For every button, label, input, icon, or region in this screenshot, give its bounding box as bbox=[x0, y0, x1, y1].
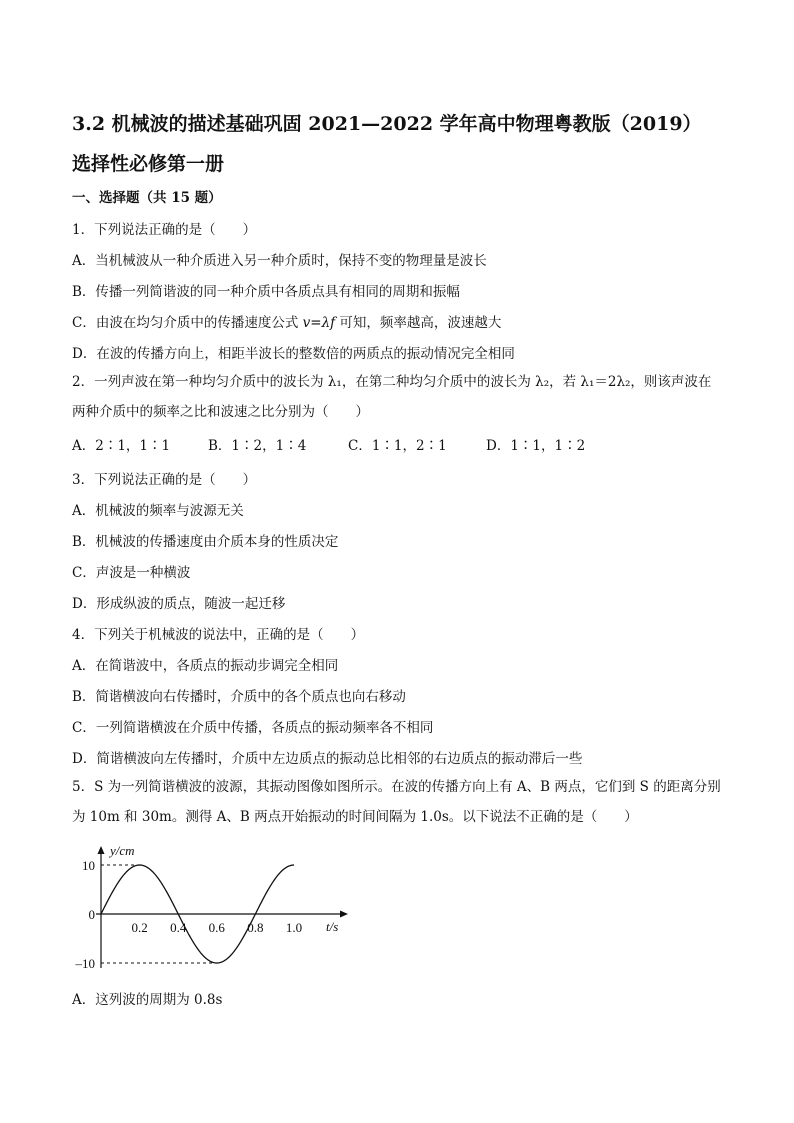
y-axis-label: y/cm bbox=[110, 843, 135, 858]
q1-option-a: A．当机械波从一种介质进入另一种介质时，保持不变的物理量是波长 bbox=[72, 253, 487, 269]
q4-stem: 4．下列关于机械波的说法中，正确的是（ ） bbox=[72, 627, 365, 643]
q4-option-a: A．在简谐波中，各质点的振动步调完全相同 bbox=[72, 658, 339, 674]
q2-option-b: B．1∶2，1∶4 bbox=[208, 438, 307, 454]
q1-option-c: C．由波在均匀介质中的传播速度公式 v=λf 可知，频率越高，波速越大 bbox=[72, 315, 502, 331]
graph-axes bbox=[96, 843, 348, 968]
y-tick-label: –10 bbox=[75, 956, 95, 971]
q3-option-a: A．机械波的频率与波源无关 bbox=[72, 503, 244, 519]
x-tick-label: 1.0 bbox=[285, 920, 303, 935]
x-axis-arrow bbox=[340, 911, 348, 918]
q2-option-c: C．1∶1，2∶1 bbox=[348, 438, 447, 454]
x-tick-label: 0.2 bbox=[131, 920, 148, 935]
q2-option-a: A．2∶1，1∶1 bbox=[72, 438, 171, 454]
q1-stem: 1．下列说法正确的是（ ） bbox=[72, 222, 257, 238]
q4-option-d: D．简谐横波向左传播时，介质中左边质点的振动总比相邻的右边质点的振动滞后一些 bbox=[72, 751, 583, 767]
x-tick-label: 0.8 bbox=[247, 920, 264, 935]
q1-option-b: B．传播一列简谐波的同一种介质中各质点具有相同的周期和振幅 bbox=[72, 284, 460, 300]
x-axis-label: t/s bbox=[326, 919, 339, 934]
x-tick-label: 0.4 bbox=[170, 920, 187, 935]
q2-options bbox=[72, 434, 722, 454]
q4-option-b: B．简谐横波向右传播时，介质中的各个质点也向右移动 bbox=[72, 689, 406, 705]
y-tick-label: 0 bbox=[88, 907, 95, 922]
q3-option-c: C．声波是一种横波 bbox=[72, 565, 191, 581]
paper-title: 3.2 机械波的描述基础巩固 2021—2022 学年高中物理粤教版（2019） 选择性必修第一册 bbox=[72, 113, 702, 175]
q2-option-d: D．1∶1，1∶2 bbox=[486, 438, 586, 454]
velocity-formula: v=λf bbox=[302, 315, 336, 331]
section-heading: 一、选择题（共 15 题） bbox=[72, 190, 222, 206]
y-axis-arrow bbox=[98, 846, 105, 854]
q5-stem: 5．S 为一列简谐横波的波源，其振动图像如图所示。在波的传播方向上有 A、B 两点，它们到 S 的距离分别为 10m 和 30m。测得 A、B 两点开始振动的时间间隔为 1.0s。以下说法不正确的是（ ） bbox=[72, 779, 721, 825]
q1-option-d: D．在波的传播方向上，相距半波长的整数倍的两质点的振动情况完全相同 bbox=[72, 346, 515, 362]
q3-stem: 3．下列说法正确的是（ ） bbox=[72, 472, 257, 488]
q3-option-d: D．形成纵波的质点，随波一起迁移 bbox=[72, 596, 286, 612]
q3-option-b: B．机械波的传播速度由介质本身的性质决定 bbox=[72, 534, 339, 550]
y-tick-label: 10 bbox=[82, 858, 95, 873]
vibration-graph bbox=[75, 840, 368, 975]
x-tick-label: 0.6 bbox=[208, 920, 225, 935]
q4-option-c: C．一列简谐横波在介质中传播，各质点的振动频率各不相同 bbox=[72, 720, 434, 736]
q5-option-a: A．这列波的周期为 0.8s bbox=[72, 992, 223, 1008]
q2-stem: 2．一列声波在第一种均匀介质中的波长为 λ₁，在第二种均匀介质中的波长为 λ₂，若 λ₁＝2λ₂，则该声波在两种介质中的频率之比和波速之比分别为（ ） bbox=[72, 374, 712, 420]
